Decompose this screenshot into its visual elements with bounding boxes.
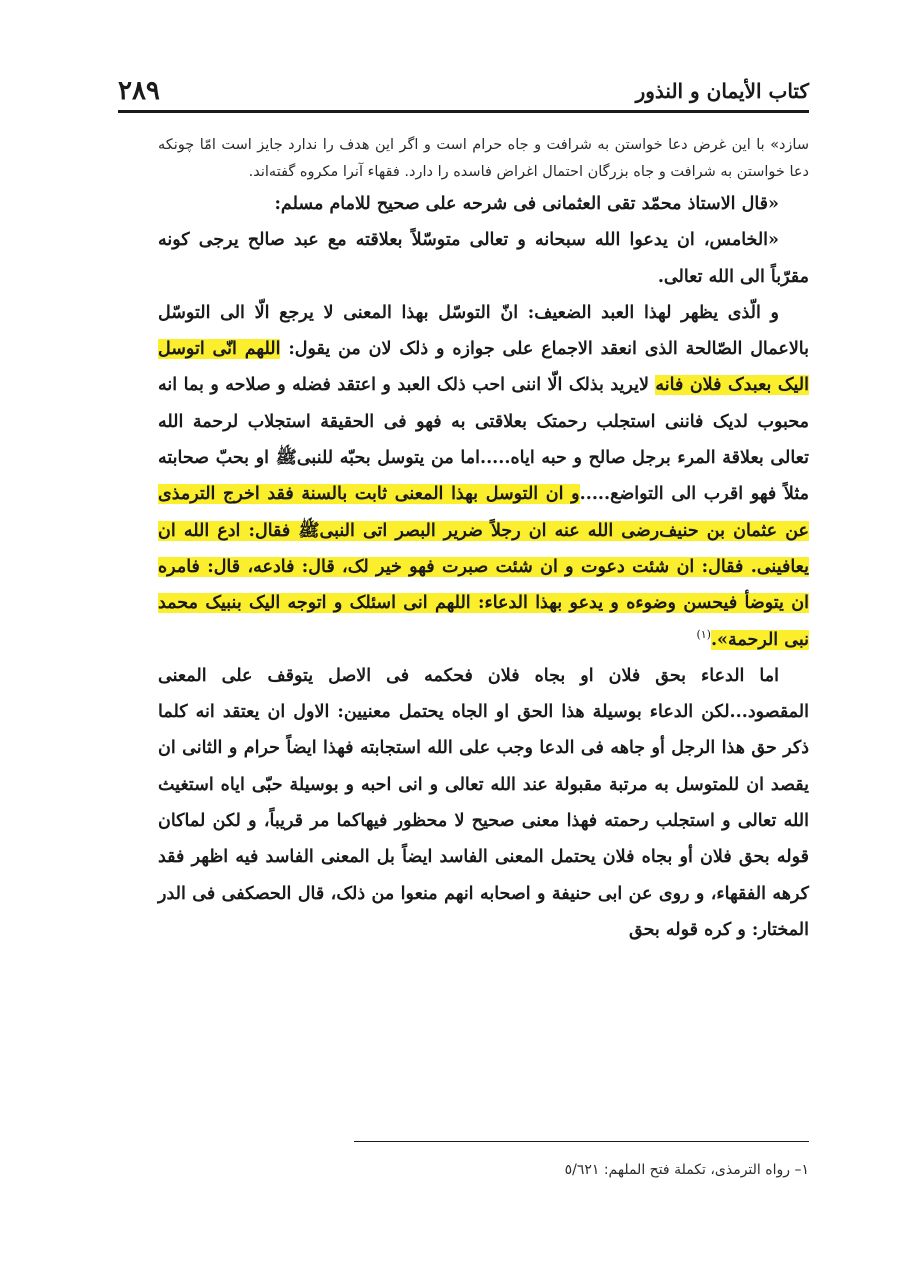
footnote-reference: (١) <box>696 627 711 641</box>
page-header <box>118 62 809 106</box>
book-title: کتاب الأیمان و النذور <box>635 79 809 103</box>
highlighted-hadith: و ان التوسل بهذا المعنی ثابت بالسنة فقد اخرج الترمذی عن عثمان بن حنیف‌رضی الله عنه ان رجلاً ضریر البصر اتی النبیﷺ فقال: ادع الله ان یعافینی. فقال: ان شئت دعوت و ان شئت صبرت فهو خیر لک، قال: فادعه، قال: فامره ان یتوضأ فیحسن وضوءه و یدعو بهذا الدعاء: اللهم انی اسئلک و اتوجه الیک بنبیک محمد نبی الرحمة». <box>158 484 809 650</box>
quote-intro: «قال الاستاذ محمّد تقی العثمانی فی شرحه علی صحیح للامام مسلم: <box>274 194 779 214</box>
footnote-rule <box>354 1141 809 1142</box>
page-body <box>158 132 809 948</box>
page-number: ٢٨٩ <box>118 76 160 106</box>
persian-paragraph: سازد» با این غرض دعا خواستن به شرافت و جاه حرام است و اگر این هدف را ندارد جایز است امّا چونکه دعا خواستن به شرافت و جاه بزرگان احتمال اغراض فاسده را دارد. فقهاء آنرا مکروه گفته‌اند. <box>158 137 809 180</box>
ruling-paragraph: اما الدعاء بحق فلان او بجاه فلان فحکمه فی الاصل یتوقف علی المعنی المقصود...لکن الدعاء بوسیلة هذا الحق او الجاه یحتمل معنیین: الاول ان یعتقد انه کلما ذکر حق هذا الرجل أو جاهه فی الدعا وجب علی الله استجابته فهذا ایضاً حرام و الثانی ان یقصد ان للمتوسل به مرتبة مقبولة عند الله تعالی و انی احبه و بوسیلة حبّی ایاه استغیث الله تعالی و استجلب رحمته فهذا معنی صحیح لا محظور فیهاکما مر قریباً، و لکن لماکان قوله بحق فلان أو بجاه فلان یحتمل المعنی الفاسد ایضاً بل المعنی الفاسد فیه اظهر فقد کرهه الفقهاء، و روی عن ابی حنیفة و اصحابه انهم منعوا من ذلک، قال الحصکفی فی الدر المختار: و کره قوله بحق <box>158 665 809 940</box>
footnote: ١– رواه الترمذی، تکملة فتح الملهم: ٥/٦٢١ <box>564 1162 809 1178</box>
discussion-text-2: لایرید بذلک الّا اننی احب ذلک العبد و اعتقد فضله و صلاحه و بما انه محبوب لدیک فاننی استجلب رحمتک بعلاقتی به فهو فی الحقیقة استجلاب لرحمة الله تعالی بعلاقة المرء برجل صالح و حبه ایاه.....اما من یتوسل بحبّه للنبیﷺ او بحبّ صحابته مثلاً فهو اقرب الی التواضع..... <box>158 375 810 505</box>
discussion-paragraph <box>158 295 809 658</box>
highlighted-phrase: اللهم انّی اتوسل الیک بعبدک فلان فانه <box>158 339 809 396</box>
discussion-text-1: و الّذی یظهر لهذا العبد الضعیف: انّ التوسّل بهذا المعنی لا یرجع الّا الی التوسّل بالاعمال الصّالحة الذی انعقد الاجماع علی جوازه و ذلک لان من یقول: <box>158 302 809 360</box>
header-rule <box>118 110 809 113</box>
quote-paragraph: «الخامس، ان یدعوا الله سبحانه و تعالی متوسّلاً بعلاقته مع عبد صالح یرجی کونه مقرّباً الی الله تعالی. <box>158 230 809 287</box>
